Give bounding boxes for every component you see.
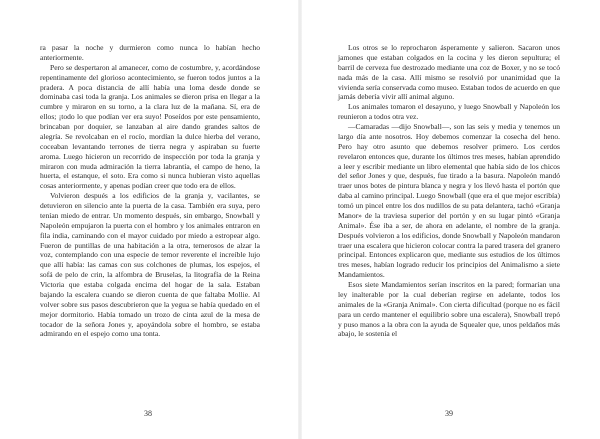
paragraph: Volvieron después a los edificios de la granja y, vacilantes, se detuvieron en silencio ante la puerta de la casa. También era suya, pero tenían miedo de entrar. Un momento después, sin embargo, Snowball y Napoleón empujaron la puerta con el hombro y los animales entraron en fila india, caminando con el mayor cuidado por miedo a estropear algo. Fueron de puntillas de una habitación a la otra, temerosos de alzar la voz, contemplando con una especie de temor reverente el increíble lujo que allí había: las camas con sus colchones de plumas, los espejos, el sofá de pelo de crin, la alfombra de Bruselas, la litografía de la Reina Victoria que estaba colgada encima del hogar de la sala. Estaban bajando la escalera cuando se dieron cuenta de que faltaba Mollie. Al volver sobre sus pasos descubrieron que la yegua se había quedado en el mejor dormitorio. Había tomado un trozo de cinta azul de la mesa de tocador de la señora Jones y, apoyándola sobre el hombro, se estaba admirando en el espejo como una tonta. (40, 191, 260, 339)
page-number: 38 (144, 409, 152, 418)
paragraph: Pero se despertaron al amanecer, como de costumbre, y, acordándose repentinamente del glorioso acontecimiento, se fueron todos juntos a la pradera. A poca distancia de allí había una loma desde donde se dominaba casi toda la granja. Los animales se dieron prisa en llegar a la cumbre y miraron en su torno, a la clara luz de la mañana. Sí, era de ellos; ¡todo lo que podían ver era suyo! Poseídos por este pensamiento, brincaban por doquier, se lanzaban al aire dando grandes saltos de alegría. Se revolcaban en el rocío, mordían la dulce hierba del verano, coceaban levantando terrones de tierra negra y aspiraban su fuerte aroma. Luego hicieron un recorrido de inspección por toda la granja y miraron con muda admiración la tierra labrantía, el campo de heno, la huerta, el estanque, el soto. Era como si nunca hubieran visto aquellas cosas anteriormente, y apenas podían creer que todo era de ellos. (40, 62, 260, 191)
page-number: 39 (445, 409, 453, 418)
paragraph: Esos siete Mandamientos serían inscritos en la pared; formarían una ley inalterable por la cual deberían regirse en adelante, todos los animales de la «Granja Animal». Con cierta dificultad (porque no es fácil para un cerdo mantener el equilibrio sobre una escalera), Snowball trepó y puso manos a la obra con la ayuda de Squealer que, unos peldaños más abajo, le sostenía el (338, 280, 560, 339)
left-page-text (40, 43, 260, 339)
right-page (300, 0, 600, 439)
right-page-text (338, 43, 560, 339)
paragraph: —Camaradas —dijo Snowball—, son las seis y media y tenemos un largo día ante nosotros. Hoy debemos comenzar la cosecha del heno. Pero hay otro asunto que debemos resolver primero. Los cerdos revelaron entonces que, durante los últimos tres meses, habían aprendido a leer y escribir mediante un libro elemental que había sido de los chicos del señor Jones y que, después, fue tirado a la basura. Napoleón mandó traer unos botes de pintura blanca y negra y los llevó hasta el portón que daba al camino principal. Luego Snowball (que era el que mejor escribía) tomó un pincel entre los dos nudillos de su pata delantera, tachó «Granja Manor» de la traviesa superior del portón y en su lugar pintó «Granja Animal». Ése iba a ser, de ahora en adelante, el nombre de la granja. Después volvieron a los edificios, donde Snowball y Napoleón mandaron traer una escalera que hicieron colocar contra la pared trasera del granero principal. Entonces explicaron que, mediante sus estudios de los últimos tres meses, habían logrado reducir los principios del Animalismo a siete Mandamientos. (338, 122, 560, 280)
paragraph: Los otros se lo reprocharon ásperamente y salieron. Sacaron unos jamones que estaban colgados en la cocina y les dieron sepultura; el barril de cerveza fue destrozado mediante una coz de Boxer, y no se tocó nada más de la casa. Allí mismo se resolvió por unanimidad que la vivienda sería conservada como museo. Estaban todos de acuerdo en que jamás debería vivir allí animal alguno. (338, 43, 560, 102)
paragraph: Los animales tomaron el desayuno, y luego Snowball y Napoleón los reunieron a todos otra vez. (338, 102, 560, 122)
paragraph: ra pasar la noche y durmieron como nunca lo habían hecho anteriormente. (40, 43, 260, 62)
